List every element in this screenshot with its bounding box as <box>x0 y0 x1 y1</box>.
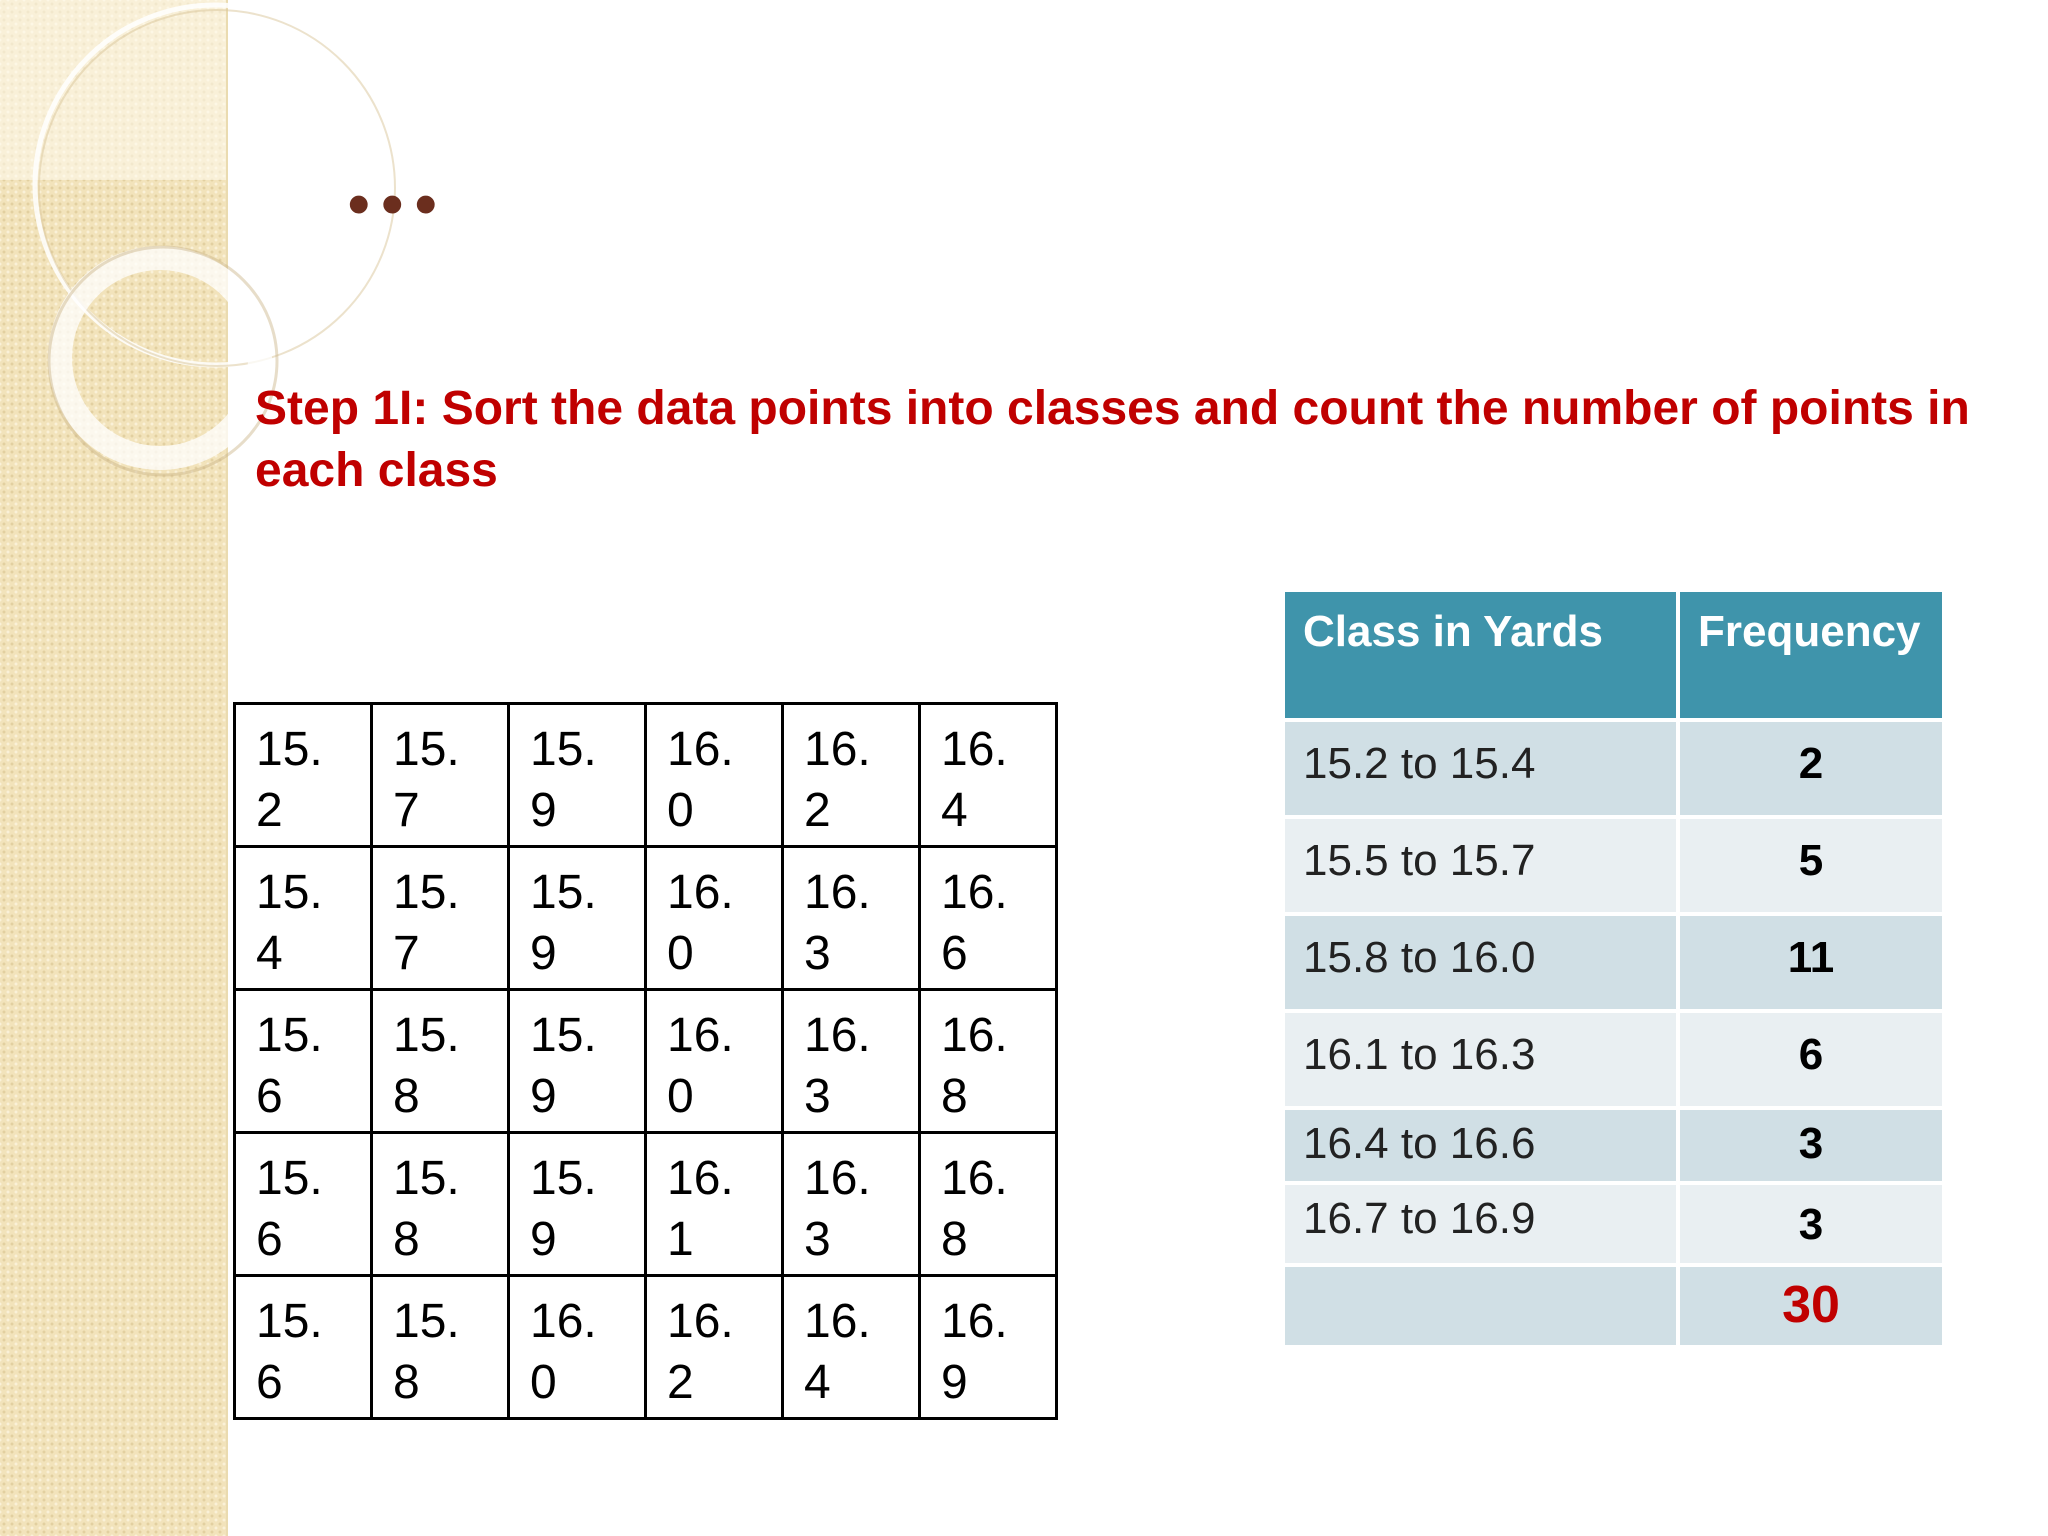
data-value: 16.0 <box>667 723 734 837</box>
data-value: 15.9 <box>530 1152 597 1266</box>
data-grid-row <box>235 1133 1057 1276</box>
frequency-row <box>1283 720 1944 817</box>
data-value: 16.0 <box>530 1295 597 1409</box>
data-value: 15.4 <box>256 866 323 980</box>
data-value: 16.6 <box>941 866 1008 980</box>
data-cell <box>372 990 509 1133</box>
data-cell <box>646 847 783 990</box>
class-range: 16.1 to 16.3 <box>1283 1011 1678 1108</box>
data-value: 15.7 <box>393 723 460 837</box>
data-cell <box>783 847 920 990</box>
data-value: 16.9 <box>941 1295 1008 1409</box>
data-value: 15.8 <box>393 1152 460 1266</box>
total-frequency: 30 <box>1678 1265 1944 1347</box>
data-grid-row <box>235 704 1057 847</box>
class-range: 16.4 to 16.6 <box>1283 1108 1678 1183</box>
data-cell <box>646 1133 783 1276</box>
data-value: 16.4 <box>941 723 1008 837</box>
class-frequency: 11 <box>1678 914 1944 1011</box>
data-cell <box>783 1133 920 1276</box>
data-value: 16.2 <box>667 1295 734 1409</box>
data-value: 16.0 <box>667 1009 734 1123</box>
class-frequency: 3 <box>1678 1183 1944 1265</box>
class-range: 16.7 to 16.9 <box>1283 1183 1678 1265</box>
data-cell <box>509 990 646 1133</box>
data-value: 15.9 <box>530 723 597 837</box>
data-value: 15.7 <box>393 866 460 980</box>
class-range: 15.8 to 16.0 <box>1283 914 1678 1011</box>
data-cell <box>509 847 646 990</box>
class-frequency: 6 <box>1678 1011 1944 1108</box>
header-frequency: Frequency <box>1678 590 1944 720</box>
data-value: 16.3 <box>804 866 871 980</box>
data-cell <box>372 847 509 990</box>
data-cell <box>920 1276 1057 1419</box>
data-value: 16.0 <box>667 866 734 980</box>
class-range: 15.5 to 15.7 <box>1283 817 1678 914</box>
data-cell <box>920 704 1057 847</box>
data-cell <box>235 990 372 1133</box>
data-cell <box>920 847 1057 990</box>
frequency-row <box>1283 1183 1944 1265</box>
step-instruction: Step 1I: Sort the data points into classes and count the number of points in each class <box>255 382 1970 497</box>
data-value: 16.4 <box>804 1295 871 1409</box>
data-value: 15.8 <box>393 1009 460 1123</box>
data-value: 16.3 <box>804 1009 871 1123</box>
frequency-row <box>1283 1011 1944 1108</box>
frequency-row <box>1283 914 1944 1011</box>
data-cell <box>646 990 783 1133</box>
data-cell <box>646 704 783 847</box>
frequency-row <box>1283 1108 1944 1183</box>
data-value: 16.8 <box>941 1152 1008 1266</box>
data-cell <box>920 1133 1057 1276</box>
data-value: 15.2 <box>256 723 323 837</box>
data-grid-row <box>235 990 1057 1133</box>
data-cell <box>235 1276 372 1419</box>
header-class-in-yards: Class in Yards <box>1283 590 1678 720</box>
data-value: 15.6 <box>256 1152 323 1266</box>
class-frequency: 3 <box>1678 1108 1944 1183</box>
data-value: 15.9 <box>530 1009 597 1123</box>
frequency-header-row <box>1283 590 1944 720</box>
data-cell <box>783 990 920 1133</box>
data-cell <box>235 847 372 990</box>
data-cell <box>509 704 646 847</box>
slide-title: ... <box>345 114 446 236</box>
data-cell <box>235 1133 372 1276</box>
data-grid-row <box>235 847 1057 990</box>
frequency-table <box>1281 588 1946 1349</box>
data-cell <box>372 704 509 847</box>
data-cell <box>646 1276 783 1419</box>
data-value: 16.2 <box>804 723 871 837</box>
data-value: 16.1 <box>667 1152 734 1266</box>
data-value: 15.6 <box>256 1009 323 1123</box>
class-range: 15.2 to 15.4 <box>1283 720 1678 817</box>
data-grid-row <box>235 1276 1057 1419</box>
data-value: 15.8 <box>393 1295 460 1409</box>
data-value: 15.6 <box>256 1295 323 1409</box>
data-value: 16.3 <box>804 1152 871 1266</box>
data-value: 16.8 <box>941 1009 1008 1123</box>
frequency-row <box>1283 817 1944 914</box>
data-cell <box>235 704 372 847</box>
data-cell <box>509 1133 646 1276</box>
frequency-total-row <box>1283 1265 1944 1347</box>
class-frequency: 2 <box>1678 720 1944 817</box>
data-value: 15.9 <box>530 866 597 980</box>
data-cell <box>372 1133 509 1276</box>
total-label <box>1283 1265 1678 1347</box>
data-cell <box>783 1276 920 1419</box>
class-frequency: 5 <box>1678 817 1944 914</box>
data-cell <box>920 990 1057 1133</box>
data-cell <box>372 1276 509 1419</box>
data-points-grid <box>233 702 1058 1420</box>
data-cell <box>509 1276 646 1419</box>
data-cell <box>783 704 920 847</box>
